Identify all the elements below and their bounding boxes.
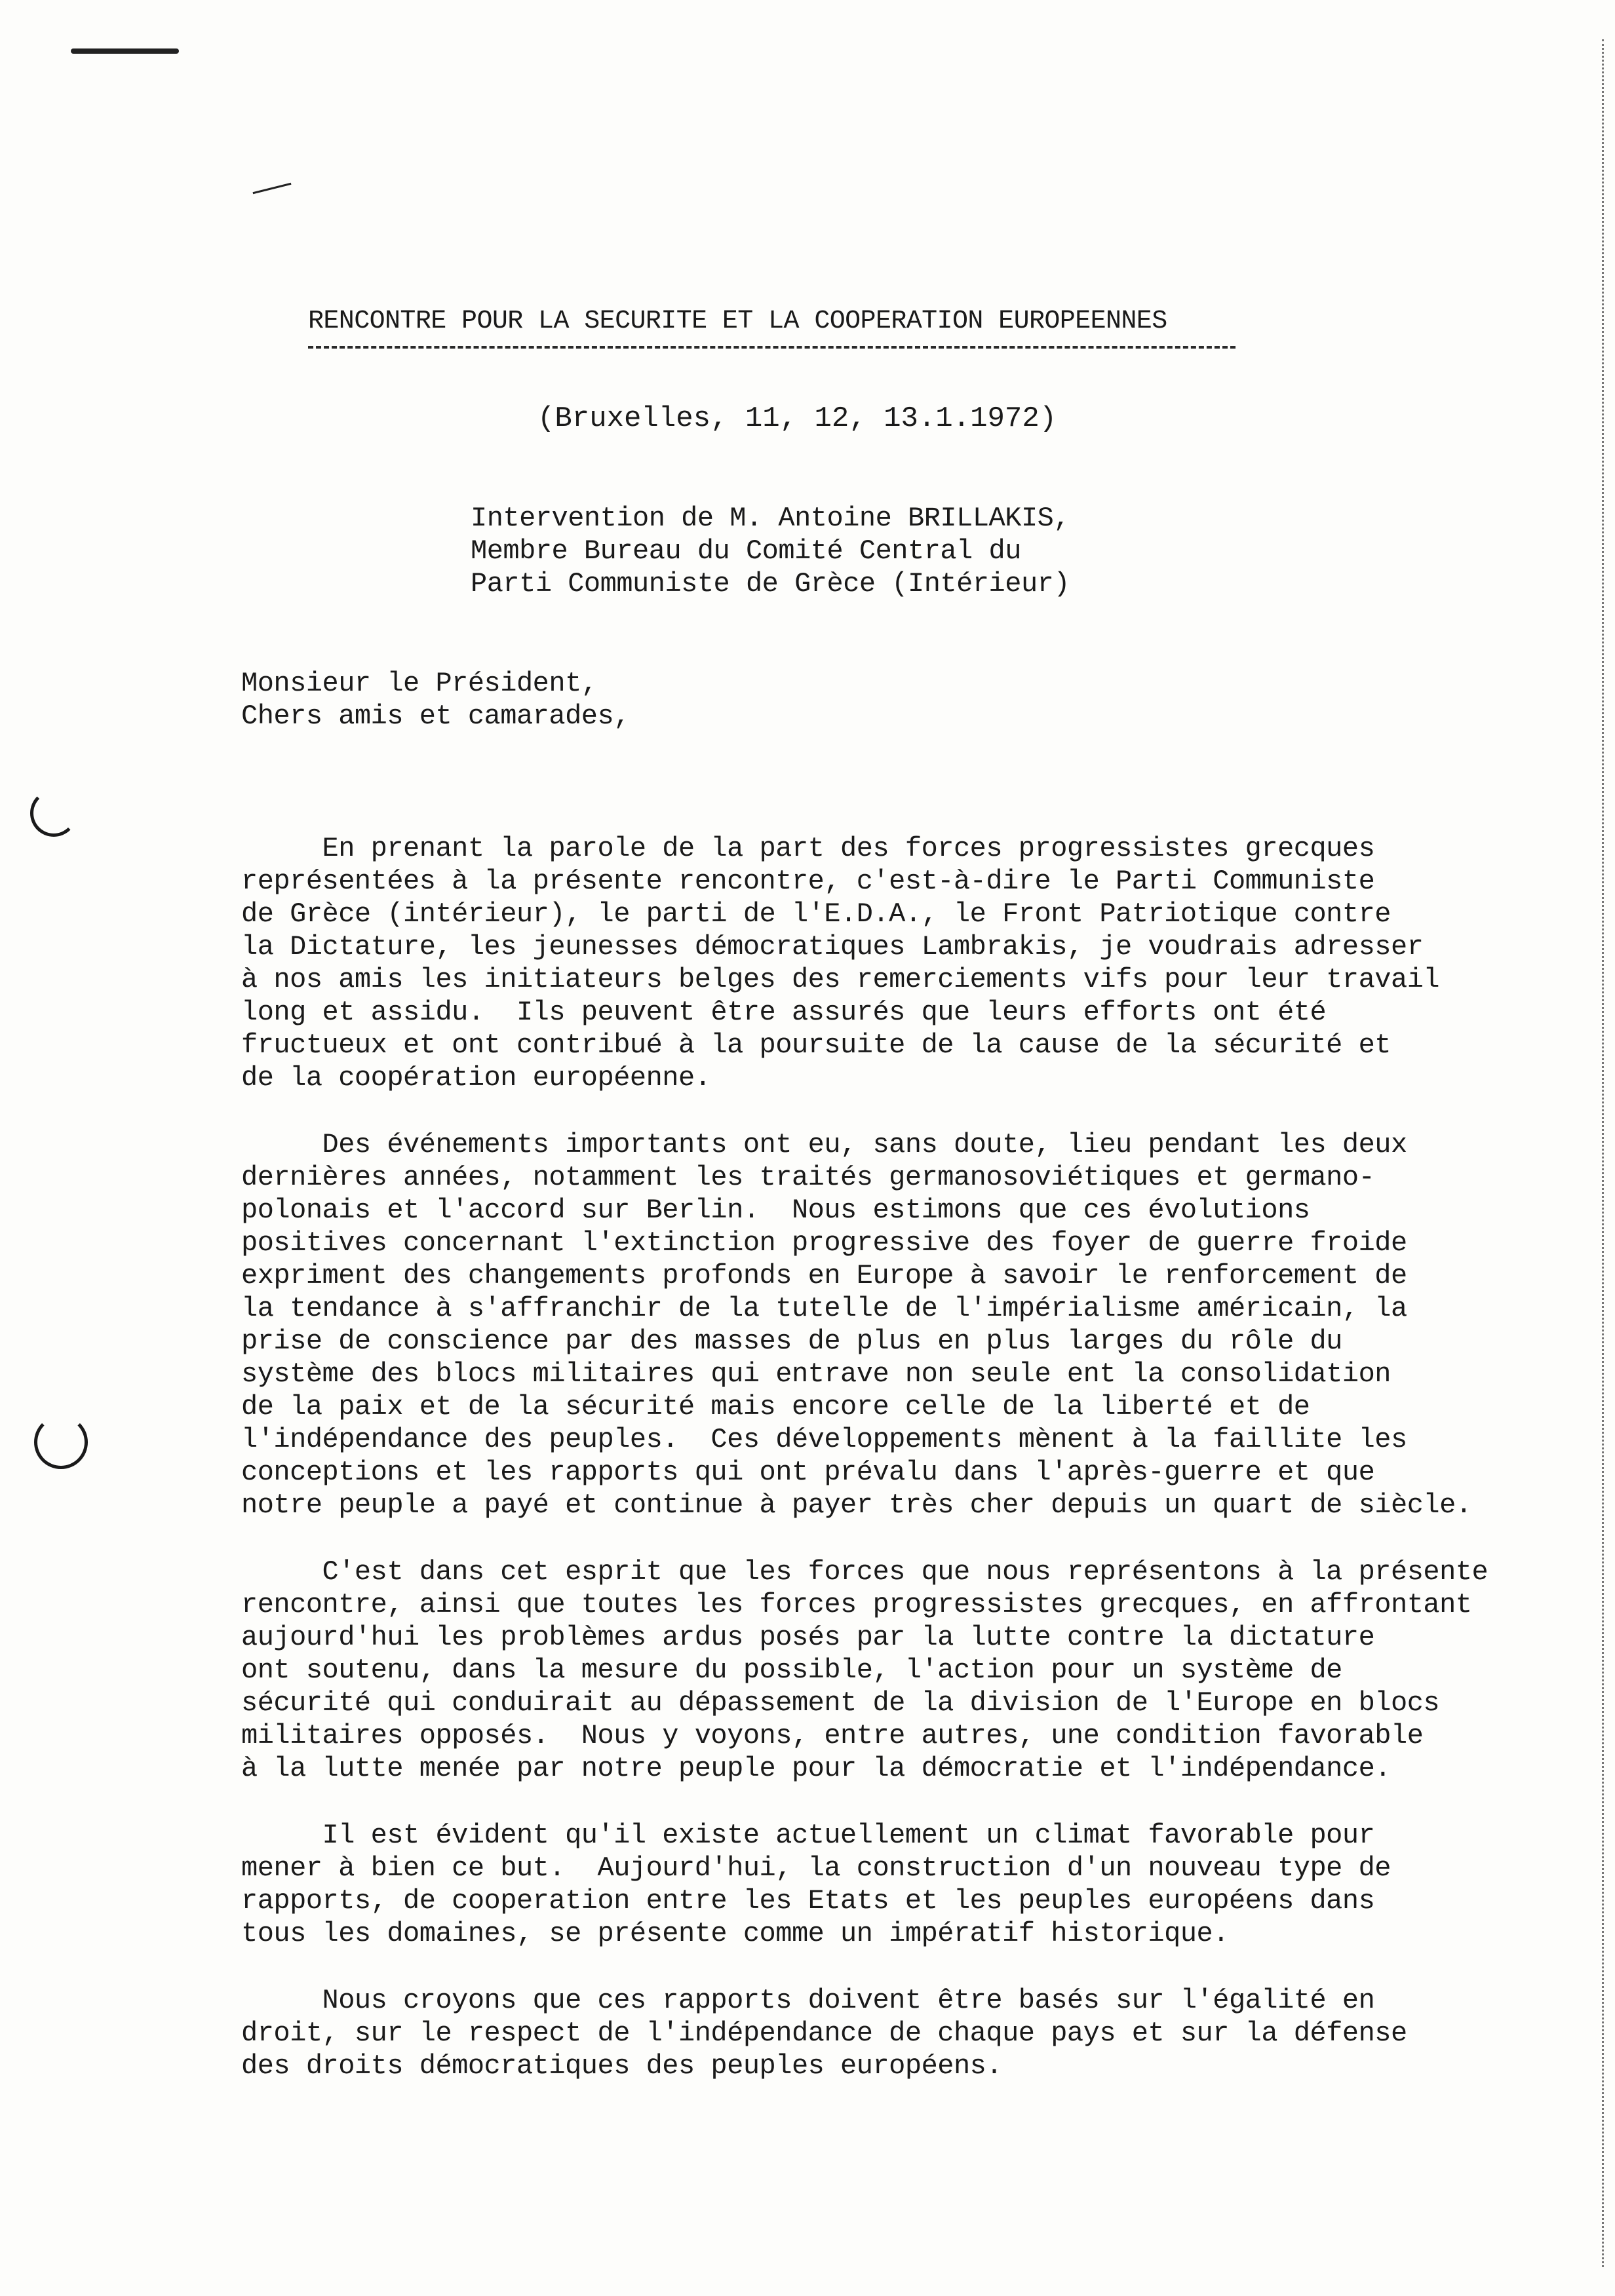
paragraph-line: à la lutte menée par notre peuple pour la démocratie et l'indépendance. bbox=[241, 1753, 1391, 1784]
scan-mark bbox=[253, 183, 292, 194]
paragraph-line: positives concernant l'extinction progressive des foyer de guerre froide bbox=[241, 1227, 1407, 1259]
salutation-line: Monsieur le Président, bbox=[241, 668, 598, 699]
scan-circle bbox=[34, 1415, 88, 1469]
paragraph-line: des droits démocratiques des peuples européens. bbox=[241, 2050, 1003, 2082]
paragraph-line: tous les domaines, se présente comme un impératif historique. bbox=[241, 1918, 1229, 1949]
paragraph-line: de Grèce (intérieur), le parti de l'E.D.A., le Front Patriotique contre bbox=[241, 898, 1391, 930]
paragraph-line: C'est dans cet esprit que les forces que nous représentons à la présente bbox=[241, 1556, 1489, 1588]
paragraph-line: Il est évident qu'il existe actuellement un climat favorable pour bbox=[241, 1820, 1375, 1851]
title-underline bbox=[308, 346, 1236, 349]
scan-circle bbox=[30, 790, 77, 837]
speaker-line: Intervention de M. Antoine BRILLAKIS, bbox=[471, 503, 1070, 534]
paragraph-line: notre peuple a payé et continue à payer très cher depuis un quart de siècle. bbox=[241, 1489, 1472, 1521]
paragraph-line: rencontre, ainsi que toutes les forces progressistes grecques, en affrontant bbox=[241, 1589, 1472, 1620]
paragraph-line: fructueux et ont contribué à la poursuite de la cause de la sécurité et bbox=[241, 1029, 1391, 1061]
speaker-line: Parti Communiste de Grèce (Intérieur) bbox=[471, 568, 1070, 600]
page-edge bbox=[1602, 39, 1606, 2267]
document-title: RENCONTRE POUR LA SECURITE ET LA COOPERATION EUROPEENNES bbox=[308, 307, 1167, 336]
paragraph-line: l'indépendance des peuples. Ces développements mènent à la faillite les bbox=[241, 1424, 1407, 1455]
paragraph-line: Des événements importants ont eu, sans doute, lieu pendant les deux bbox=[241, 1129, 1407, 1160]
paragraph-line: la Dictature, les jeunesses démocratiques Lambrakis, je voudrais adresser bbox=[241, 931, 1424, 963]
paragraph-line: mener à bien ce but. Aujourd'hui, la construction d'un nouveau type de bbox=[241, 1852, 1391, 1884]
paragraph-line: ont soutenu, dans la mesure du possible, l'action pour un système de bbox=[241, 1655, 1342, 1686]
paragraph-line: prise de conscience par des masses de plus en plus larges du rôle du bbox=[241, 1326, 1342, 1357]
scan-mark bbox=[71, 48, 179, 54]
paragraph-line: à nos amis les initiateurs belges des remerciements vifs pour leur travail bbox=[241, 964, 1440, 995]
paragraph-line: système des blocs militaires qui entrave non seule ent la consolidation bbox=[241, 1358, 1391, 1390]
paragraph-line: aujourd'hui les problèmes ardus posés par la lutte contre la dictature bbox=[241, 1622, 1375, 1653]
paragraph-line: de la coopération européenne. bbox=[241, 1062, 711, 1094]
paragraph-line: expriment des changements profonds en Europe à savoir le renforcement de bbox=[241, 1260, 1407, 1292]
speaker-line: Membre Bureau du Comité Central du bbox=[471, 535, 1021, 567]
paragraph-line: sécurité qui conduirait au dépassement de la division de l'Europe en blocs bbox=[241, 1687, 1440, 1719]
paragraph-line: dernières années, notamment les traités germanosoviétiques et germano- bbox=[241, 1162, 1375, 1193]
paragraph-line: polonais et l'accord sur Berlin. Nous estimons que ces évolutions bbox=[241, 1195, 1310, 1226]
paragraph-line: la tendance à s'affranchir de la tutelle de l'impérialisme américain, la bbox=[241, 1293, 1407, 1324]
paragraph-line: Nous croyons que ces rapports doivent être basés sur l'égalité en bbox=[241, 1985, 1375, 2016]
salutation-line: Chers amis et camarades, bbox=[241, 700, 630, 732]
paragraph-line: de la paix et de la sécurité mais encore celle de la liberté et de bbox=[241, 1391, 1310, 1423]
paragraph-line: militaires opposés. Nous y voyons, entre autres, une condition favorable bbox=[241, 1720, 1424, 1751]
paragraph-line: représentées à la présente rencontre, c'est-à-dire le Parti Communiste bbox=[241, 866, 1375, 897]
date-line: (Bruxelles, 11, 12, 13.1.1972) bbox=[537, 402, 1057, 435]
paragraph-line: En prenant la parole de la part des forces progressistes grecques bbox=[241, 833, 1375, 864]
paragraph-line: rapports, de cooperation entre les Etats et les peuples européens dans bbox=[241, 1885, 1375, 1917]
paragraph-line: long et assidu. Ils peuvent être assurés que leurs efforts ont été bbox=[241, 997, 1327, 1028]
paragraph-line: conceptions et les rapports qui ont prévalu dans l'après-guerre et que bbox=[241, 1457, 1375, 1488]
paragraph-line: droit, sur le respect de l'indépendance de chaque pays et sur la défense bbox=[241, 2018, 1407, 2049]
